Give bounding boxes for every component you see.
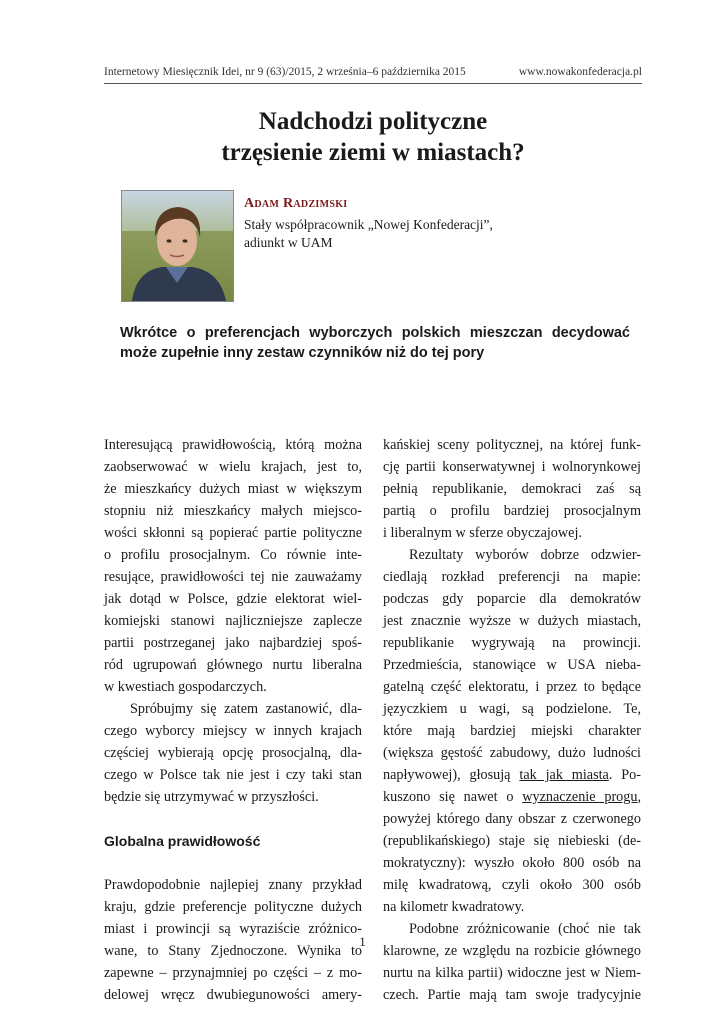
text-line: Prawdopodobnie najlepiej znany przykład (104, 877, 362, 893)
text-line: Przedmieścia, stanowiące w USA nieba- (383, 657, 641, 673)
article-lead: Wkrótce o preferencjach wyborczych polskich mieszczan decydować może zupełnie inny zestaw czynników niż do tej pory (120, 325, 630, 361)
text-line: miast i prowincji są wyraziście zróżnico- (104, 921, 362, 937)
author-photo (121, 190, 234, 302)
text-line: wane, to Stany Zjednoczone. Wynika to (104, 943, 362, 959)
text-line: resujące, prawidłowości tej nie zauważamy (104, 569, 362, 585)
text-line: czech. Partie mają tam swoje tradycyjnie (383, 987, 641, 1003)
text-line: kańskiej sceny politycznej, na której funk- (383, 437, 641, 453)
title-line-1: Nadchodzi polityczne (258, 108, 488, 135)
text-line: będzie się utrzymywać w przyszłości. (104, 789, 319, 805)
text-line: języczkiem u wagi, są podzielone. Te, (383, 701, 641, 717)
running-header (104, 66, 642, 84)
text-line: kraju, gdzie preferencje polityczne dużych (104, 899, 362, 915)
link-wyznaczenie-progu[interactable]: wyznaczenie progu (522, 789, 638, 805)
text-line: ciedlają rozkład preferencji na mapie: (383, 569, 641, 585)
text-line: stopniu niż mieszkańcy małych miejsco- (104, 503, 362, 519)
text-line: w kwestiach gospodarczych. (104, 679, 267, 695)
section-heading: Globalna prawidłowość (104, 833, 261, 849)
author-description (244, 216, 544, 252)
text-line: nurtu na kilka partii) widoczne jest w Niem- (383, 965, 641, 981)
text-line: (większa gęstość zabudowy, dużo ludności (383, 745, 641, 761)
text-line: zapewne – przynajmniej po części – z mo- (104, 965, 362, 981)
text-fragment: , (637, 789, 641, 805)
text-line: zaobserwować w wielu krajach, jest to, (104, 459, 362, 475)
paragraph-gap (104, 808, 362, 830)
text-fragment: . Po- (608, 767, 641, 783)
left-column (104, 434, 362, 1006)
text-line: Podobne zróżnicowanie (choć nie tak (409, 921, 641, 937)
website-url: www.nowakonfederacja.pl (518, 66, 642, 78)
text-line: Spróbujmy się zatem zastanowić, dla- (130, 701, 362, 717)
text-line: podczas gdy poparcie dla demokratów (383, 591, 641, 607)
text-line: ród ugrupowań głównego nurtu liberalna (104, 657, 362, 673)
text-line-with-link (383, 764, 641, 786)
text-line: że mieszkańcy dużych miast w większym (104, 481, 362, 497)
text-line: Rezultaty wyborów dobrze odzwier- (409, 547, 641, 563)
article-title (104, 106, 642, 168)
text-line: Interesującą prawidłowością, którą można (104, 437, 362, 453)
text-line: komiejski stanowi najliczniejsze zaplecze (104, 613, 362, 629)
right-column (383, 434, 641, 1006)
text-line: delowej wręcz dwubiegunowości amery- (104, 987, 362, 1003)
text-line: które mają bardziej miejski charakter (383, 723, 641, 739)
text-fragment: kuszono się nawet o (383, 789, 523, 805)
author-desc-line-2: adiunkt w UAM (244, 235, 333, 250)
text-line: o profilu prosocjalnym. Co równie inte- (104, 547, 362, 563)
text-line: częściej wybierają opcję prosocjalną, dla- (104, 745, 362, 761)
author-portrait-image (122, 191, 233, 301)
text-line: cję partii konserwatywnej i wolnorynkowej (383, 459, 641, 475)
text-line: gatelną część elektoratu, i przez to będące (383, 679, 641, 695)
text-line: wości skłonni są popierać partie polityczne (104, 525, 362, 541)
author-block (244, 196, 544, 252)
text-line: klarowne, ze względu na rozbicie głównego (383, 943, 641, 959)
paragraph-gap (104, 852, 362, 874)
text-line: (republikańskiego) staje się niebieski (de- (383, 833, 641, 849)
text-line: i liberalnym w sferze obyczajowej. (383, 525, 582, 541)
text-line: partii postrzeganej jako najbardziej spoś- (104, 635, 362, 651)
text-line: republikanie wygrywają na prowincji. (383, 635, 641, 651)
text-line: jak dotąd w Polsce, gdzie elektorat wiel- (104, 591, 362, 607)
author-name: Adam Radzimski (244, 196, 348, 211)
title-line-2: trzęsienie ziemi w miastach? (221, 139, 525, 166)
text-line: partią o profilu bardziej prosocjalnym (383, 503, 641, 519)
text-line: mokratyczny): wyszło około 800 osób na (383, 855, 641, 871)
text-fragment: napływowej), głosują (383, 767, 520, 783)
text-line: na kilometr kwadratowy. (383, 899, 525, 915)
text-line: milę kwadratową, czyli około 300 osób (383, 877, 641, 893)
page-number: 1 (359, 934, 366, 949)
text-line: czego wyborcy miejscy w innych krajach (104, 723, 362, 739)
link-tak-jak-miasta[interactable]: tak jak miasta (519, 767, 609, 783)
author-desc-line-1: Stały współpracownik „Nowej Konfederacji”, (244, 217, 493, 232)
text-line: pełnią republikanie, demokraci zaś są (383, 481, 641, 497)
text-line-with-link (383, 786, 641, 808)
text-line: powyżej którego dany obszar z czerwonego (383, 811, 641, 827)
text-line: czego w Polsce tak nie jest i czy taki stan (104, 767, 362, 783)
text-line: jest znacznie wyższe w dużych miastach, (383, 613, 641, 629)
journal-info: Internetowy Miesięcznik Idei, nr 9 (63)/2015, 2 września–6 października 2015 (104, 66, 466, 78)
